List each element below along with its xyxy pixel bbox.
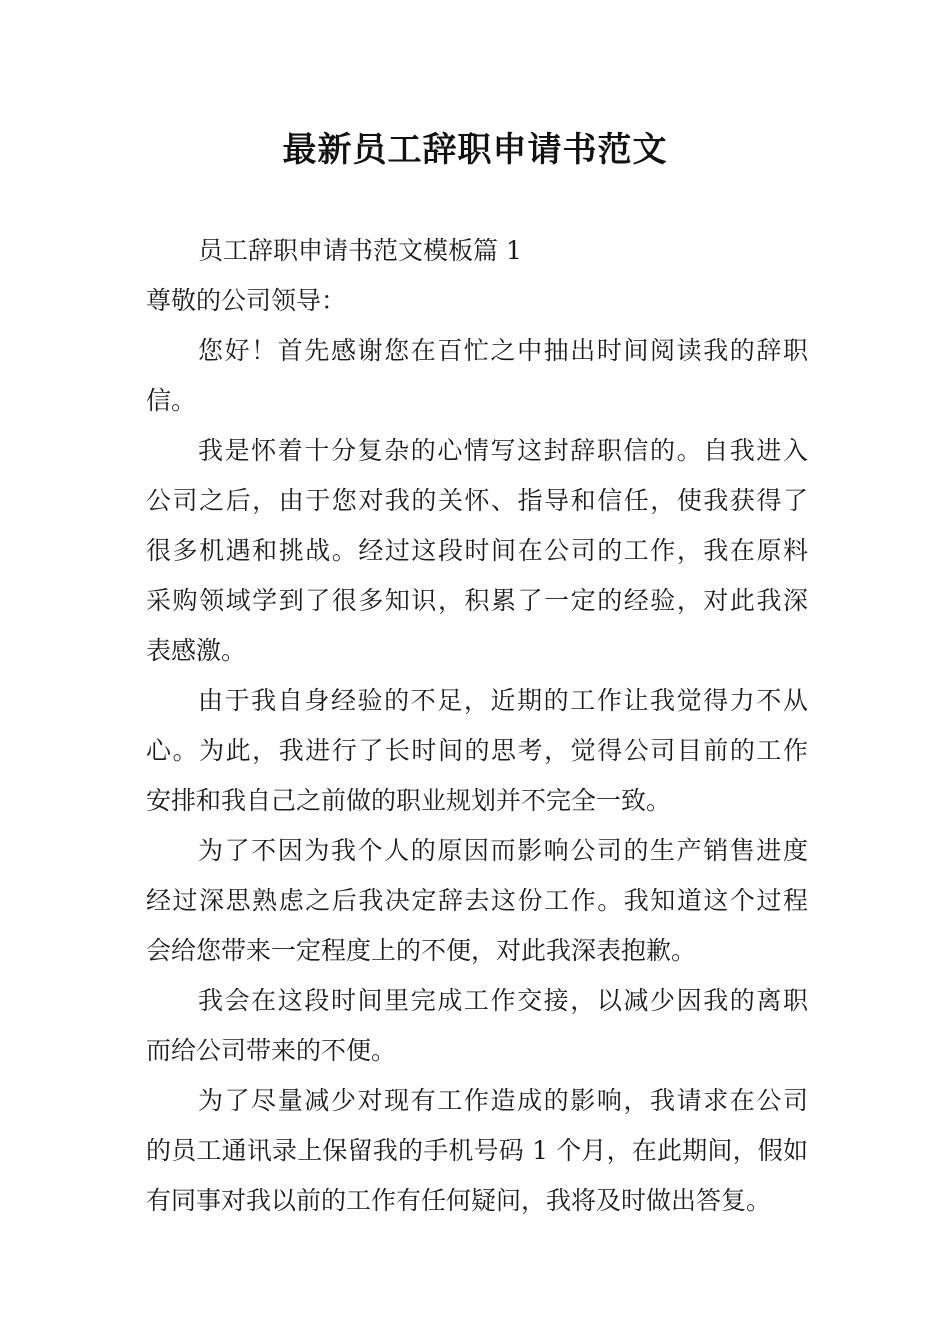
- text-line: 由于我自身经验的不足，近期的工作让我觉得力不从: [198, 686, 808, 715]
- text-line: 为了尽量减少对现有工作造成的影响，我请求在公司: [198, 1086, 808, 1115]
- text-line: 很多机遇和挑战。经过这段时间在公司的工作，我在原料: [146, 536, 808, 565]
- document-title: 最新员工辞职申请书范文: [282, 130, 668, 170]
- text-line: 而给公司带来的不便。: [146, 1036, 397, 1065]
- document-body: [146, 226, 808, 1226]
- text-line: 我是怀着十分复杂的心情写这封辞职信的。自我进入: [198, 436, 808, 465]
- text-line: 的员工通讯录上保留我的手机号码 1 个月，在此期间，假如: [146, 1136, 808, 1165]
- text-line: 信。: [146, 386, 197, 415]
- text-line: 心。为此，我进行了长时间的思考，觉得公司目前的工作: [146, 736, 808, 765]
- text-line: 会给您带来一定程度上的不便，对此我深表抱歉。: [146, 936, 697, 965]
- text-line: 安排和我自己之前做的职业规划并不完全一致。: [146, 786, 672, 815]
- text-line: 尊敬的公司领导：: [146, 286, 347, 315]
- text-line: 我会在这段时间里完成工作交接，以减少因我的离职: [198, 986, 808, 1015]
- text-line: 有同事对我以前的工作有任何疑问，我将及时做出答复。: [146, 1186, 772, 1215]
- text-line: 为了不因为我个人的原因而影响公司的生产销售进度: [198, 836, 808, 865]
- text-line: 您好！首先感谢您在百忙之中抽出时间阅读我的辞职: [198, 336, 808, 365]
- text-line: 表感激。: [146, 636, 247, 665]
- text-line: 采购领域学到了很多知识，积累了一定的经验，对此我深: [146, 586, 808, 615]
- text-line: 经过深思熟虑之后我决定辞去这份工作。我知道这个过程: [146, 886, 808, 915]
- text-line: 员工辞职申请书范文模板篇 1: [198, 236, 522, 265]
- text-line: 公司之后，由于您对我的关怀、指导和信任，使我获得了: [146, 486, 808, 515]
